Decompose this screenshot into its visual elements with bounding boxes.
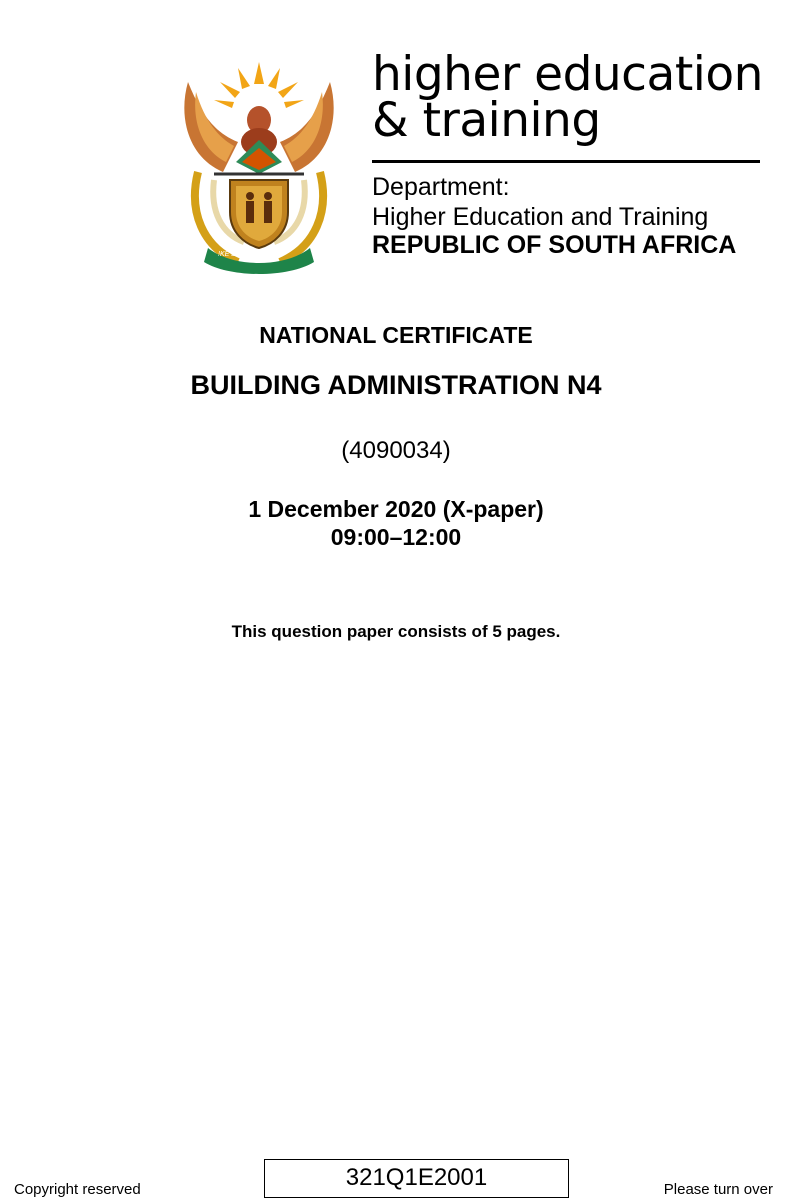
turn-over-note: Please turn over bbox=[663, 1181, 773, 1198]
department-name: Higher Education and Training bbox=[372, 203, 709, 231]
paper-code-box: 321Q1E2001 bbox=[264, 1159, 569, 1198]
pages-note: This question paper consists of 5 pages. bbox=[231, 622, 561, 641]
exam-time: 09:00–12:00 bbox=[330, 524, 462, 550]
brand-line-2: & training bbox=[372, 93, 601, 148]
department-brand bbox=[372, 47, 764, 259]
copyright-notice: Copyright reserved bbox=[14, 1181, 141, 1198]
certificate-title: NATIONAL CERTIFICATE bbox=[259, 322, 533, 348]
coat-of-arms-icon bbox=[178, 62, 340, 274]
brand-divider bbox=[372, 160, 760, 163]
emblem-motto: !KE E: /XARRA //KE bbox=[218, 251, 281, 258]
subject-title: BUILDING ADMINISTRATION N4 bbox=[190, 370, 602, 400]
country-name: REPUBLIC OF SOUTH AFRICA bbox=[372, 231, 737, 259]
department-label: Department: bbox=[372, 173, 510, 201]
brand-line-1: higher education bbox=[372, 47, 763, 102]
subject-code: (4090034) bbox=[341, 437, 451, 464]
exam-date: 1 December 2020 (X-paper) bbox=[248, 496, 544, 522]
